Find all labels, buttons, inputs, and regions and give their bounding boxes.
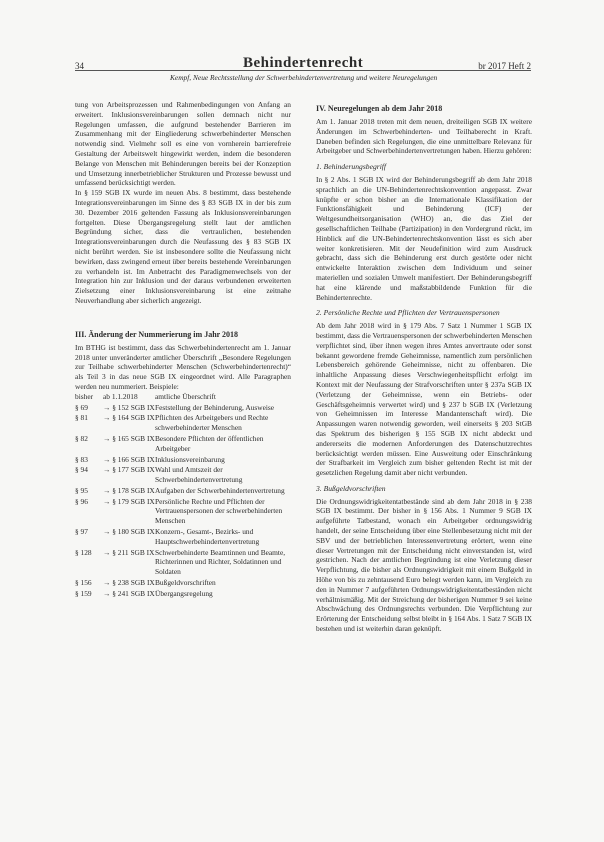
table-cell: § 95 [75, 485, 88, 495]
table-cell: § 94 [75, 465, 88, 475]
table-cell: § 82 [75, 433, 88, 443]
paragraph: In § 159 SGB IX wurde im neuen Abs. 8 bestimmt, dass bestehende Integrationsvereinbarungen im Sinne des § 83 SGB IX in der bis zum 30. Dezember 2016 geltenden Fassung als Inklusionsvereinbarungen fortgelten. Diese Übergangsregelung stellt laut der amtlichen Begründung sicher, dass die vertraulichen, bestehenden Integrationsvereinbarungen durch die Neufassung des § 83 SGB IX nicht berührt werden. Sie ist insbesondere sollte die Neufassung nicht bewirken, dass zwingend erneut über bereits bestehende Vereinbarungen zu verhandeln ist. Im Anbetracht des Paradigmenwechsels von der Integration hin zur Inklusion und der daraus verbundenen erweiterten Zielsetzung einer Inklusionsvereinbarung ist eine zeitnahe Neuverhandlung aber sicherlich angezeigt. [75, 188, 291, 305]
subsection-heading: 2. Persönliche Rechte und Pflichten der Vertrauenspersonen [316, 308, 500, 318]
section-heading: IV. Neuregelungen ab dem Jahr 2018 [316, 104, 443, 113]
header-rule [75, 70, 531, 71]
table-cell: Besondere Pflichten der öffentlichen Arbeitgeber [155, 433, 264, 453]
table-cell: Wahl und Amtszeit der Schwerbehindertenvertretung [155, 465, 243, 485]
table-cell: → § 177 SGB IX [103, 465, 155, 475]
table-cell: → § 180 SGB IX [103, 527, 155, 537]
table-row [75, 403, 291, 413]
table-cell: → § 211 SGB IX [103, 547, 155, 557]
article-running-title: Kempf, Neue Rechtsstellung der Schwerbehindertenvertretung und weitere Neuregelungen [170, 73, 438, 82]
table-cell: Bußgeldvorschriften [155, 578, 216, 588]
running-header [75, 55, 531, 85]
paragraph-mapping-table [75, 392, 291, 599]
paragraph: Die Ordnungswidrigkeitentatbestände sind ab dem Jahr 2018 in § 238 SGB IX bestimmt. Der bisher in § 156 Abs. 1 Nummer 9 SGB IX aufgeführte Tatbestand, wonach ein Arbeitgeber ordnungswidrig handelt, der seine Entscheidung über eine Stellenbesetzung nicht mit der SBV und der betrieblichen Interessenvertretung erörtert, wenn eine dieser Vertretungen mit der Entscheidung nicht einverstanden ist, wird gestrichen. Nach der amtlichen Begründung ist eine Verletzung dieser Verpflichtung, die bisher als Ordnungswidrigkeit mit einem Bußgeld in Höhe von bis zu zehntausend Euro belegt werden kann, im Vergleich zu den in Nummer 7 aufgeführten Ordnungswidrigkeitentatbeständen nicht verhältnismäßig. Mit der Streichung der bisherigen Nummer 9 sei keine Abschwächung des Ordnungsrechts verbunden. Die Verpflichtung zur Erörterung der Entscheidung selbst bleibt in § 164 Abs. 1 Satz 7 SGB IX bestehen und ist weiterhin daran geknüpft. [316, 496, 532, 634]
table-cell: → § 241 SGB IX [103, 588, 155, 598]
table-cell: § 97 [75, 527, 88, 537]
table-cell: → § 165 SGB IX [103, 433, 155, 443]
issue-label: br 2017 Heft 2 [478, 61, 531, 71]
subsection-heading: 1. Behinderungsbegriff [316, 162, 387, 172]
table-header-cell: ab 1.1.2018 [103, 391, 138, 401]
table-cell: § 159 [75, 588, 92, 598]
table-cell: → § 164 SGB IX [103, 413, 155, 423]
table-cell: Feststellung der Behinderung, Ausweise [155, 402, 275, 412]
table-cell: Konzern-, Gesamt-, Bezirks- und Hauptschwerbehindertenvertretung [155, 527, 260, 546]
table-cell: → § 166 SGB IX [103, 454, 155, 464]
table-cell: § 96 [75, 496, 88, 506]
section-heading: III. Änderung der Nummerierung im Jahr 2018 [75, 329, 239, 339]
table-cell: → § 152 SGB IX [103, 402, 155, 412]
table-cell: § 69 [75, 402, 88, 412]
table-header-cell: bisher [75, 391, 94, 401]
left-column [75, 100, 291, 600]
table-row [75, 455, 291, 465]
table-cell: Inklusionsvereinbarung [155, 454, 225, 464]
subsection-heading: 3. Bußgeldvorschriften [316, 483, 386, 493]
table-row [75, 589, 291, 599]
spacer [75, 306, 291, 326]
table-header-row [75, 392, 291, 402]
table-row [75, 578, 291, 588]
table-row [75, 413, 291, 433]
table-row [75, 486, 291, 496]
paragraph: Im BTHG ist bestimmt, dass das Schwerbehindertenrecht am 1. Januar 2018 unter unveränderter amtlicher Überschrift „Besondere Regelungen zur Teilhabe schwerbehinderter Menschen (Schwerbehindertenrecht)“ als Teil 3 in das neue SGB IX eingeordnet wird. Alle Paragraphen werden neu nummeriert. Beispiele: [75, 342, 291, 391]
table-row [75, 527, 291, 547]
table-cell: § 81 [75, 413, 88, 423]
table-cell: → § 238 SGB IX [103, 578, 155, 588]
table-row [75, 465, 291, 485]
paragraph: Ab dem Jahr 2018 wird in § 179 Abs. 7 Satz 1 Nummer 1 SGB IX bestimmt, dass die Vertrauenspersonen der schwerbehinderten Menschen verpflichtet sind, über ihnen wegen ihres Amtes anvertraute oder sonst bekannt gewordene fremde Geheimnisse, namentlich zum persönlichen Lebensbereich gehörende Geheimnisse, nicht zu offenbaren. Die inhaltliche Anpassung dieses Verschwiegenheitspflicht erfolgt im Kontext mit der Neufassung der Strafvorschriften unter § 237a SGB IX (Verletzung der Geheimnisse, wenn ein Betriebs- oder Geschäftsgeheimnis verwertet wird) und § 237 b SGB IX (Verletzung von Geheimnissen im Interesse Mandantenschaft wird). Die Anpassungen waren notwendig geworden, weil einerseits § 203 StGB das Spektrum des bisherigen § 155 SGB IX nicht abdeckt und andererseits die modernen Anforderungen des Datenschutzrechtes berücksichtigt werden müssen. Eine Ausweitung oder Einschränkung der Strafbarkeit im Vergleich zum bisher geltenden Recht ist mit der gesetzlichen Regelung damit aber nicht verbunden. [316, 321, 532, 478]
table-cell: Persönliche Rechte und Pflichten der Vertrauenspersonen der schwerbehinderten Menschen [155, 496, 283, 526]
table-row [75, 434, 291, 454]
paragraph: In § 2 Abs. 1 SGB IX wird der Behinderungsbegriff ab dem Jahr 2018 sprachlich an die UN-Behindertenrechtskonvention angepasst. Zwar knüpfte er schon bisher an die Internationale Klassifikation der Funktionsfähigkeit und Behinderung (ICF) der Weltgesundheitsorganisation (WHO) an, die das Ziel der gesellschaftlichen Teilhabe (Partizipation) in den Vordergrund rückt, im Hinblick auf die UN-Behindertenrechtskonvention lässt es sich aber weiter konkretisieren. Mit der Neudefinition wird zum Ausdruck gebracht, dass sich die Behinderung erst durch gestörte oder nicht entwickelte Interaktion zwischen dem Individuum und seiner materiellen und sozialen Umwelt manifestiert. Der Behinderungsbegriff hat eine klärende und maßstabbildende Funktion für die Behindertenrechte. [316, 174, 532, 302]
table-row [75, 548, 291, 577]
table-row [75, 497, 291, 526]
table-cell: § 156 [75, 578, 92, 588]
table-cell: § 83 [75, 454, 88, 464]
table-header-cell: amtliche Überschrift [155, 391, 216, 401]
paragraph: Am 1. Januar 2018 treten mit dem neuen, dreiteiligen SGB IX weitere Änderungen im Schwerbehinderten- und Teilhaberecht in Kraft. Daneben befinden sich Regelungen, die eine unmittelbare Relevanz für Arbeitgeber und Schwerbehindertenvertretungen haben. Hierzu gehören: [316, 117, 532, 156]
journal-title: Behindertenrecht [243, 55, 364, 71]
paragraph: tung von Arbeitsprozessen und Rahmenbedingungen von Anfang an erweitert. Inklusionsvereinbarungen sollen demnach nicht nur Regelungen umfassen, die aufgrund bestehender Barrieren im Zusammenhang mit der Eingliederung schwerbehinderter Menschen notwendig sind. Vielmehr soll es eine von vornherein barrierefreie Gestaltung der Arbeitswelt hingewirkt werden, indem die besonderen Belange von Menschen mit Behinderungen bereits bei der Konzeption und Umsetzung innerbetrieblicher Strukturen und Prozesse bewusst und umfassend berücksichtigt werden. [75, 100, 291, 188]
table-cell: → § 178 SGB IX [103, 485, 155, 495]
table-cell: Pflichten des Arbeitgebers und Rechte schwerbehinderter Menschen [155, 413, 269, 433]
page-number: 34 [75, 61, 84, 71]
table-cell: § 128 [75, 547, 92, 557]
table-cell: → § 179 SGB IX [103, 496, 155, 506]
table-cell: Schwerbehinderte Beamtinnen und Beamte, Richterinnen und Richter, Soldatinnen und Soldaten [155, 547, 286, 577]
table-cell: Übergangsregelung [155, 588, 213, 598]
table-cell: Aufgaben der Schwerbehindertenvertretung [155, 485, 285, 495]
right-column [316, 100, 532, 634]
